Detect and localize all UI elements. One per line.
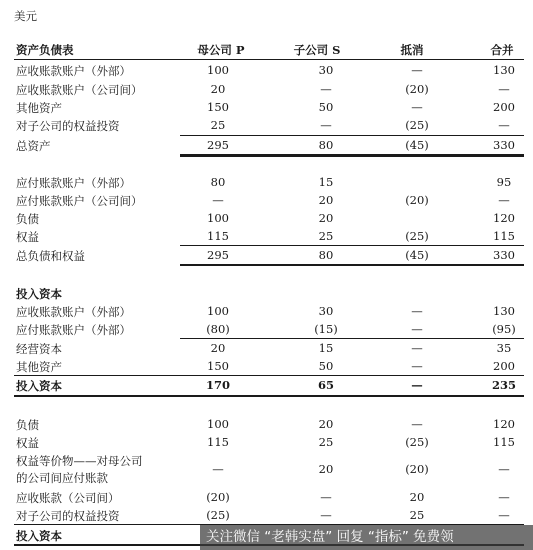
cell-parent: (20): [206, 490, 230, 504]
subtotal-rule: [14, 375, 524, 376]
table-row: [0, 100, 533, 116]
row-label: 权益: [16, 230, 39, 244]
cell-subsidiary: 20: [318, 462, 334, 476]
cell-parent: 295: [207, 248, 229, 262]
table-row: [0, 435, 533, 451]
cell-consolidated: (95): [492, 322, 516, 336]
table-row-total-assets: [0, 138, 533, 154]
cell-parent: 150: [207, 100, 229, 114]
header-parent: 母公司 P: [197, 43, 245, 57]
cell-consolidated: 115: [493, 229, 515, 243]
row-label: 应收账款（公司间）: [16, 491, 120, 505]
total-rule: [14, 395, 524, 397]
cell-subsidiary: —: [320, 82, 332, 96]
row-label: 应付账款账户（外部）: [16, 176, 131, 190]
cell-consolidated: —: [498, 508, 510, 522]
row-label: 负债: [16, 418, 39, 432]
cell-elimination: (25): [405, 229, 429, 243]
currency-unit: 美元: [14, 9, 37, 23]
cell-parent: 115: [207, 435, 229, 449]
cell-elimination: —: [411, 304, 423, 318]
header-subsidiary: 子公司 S: [293, 43, 341, 57]
cell-consolidated: —: [498, 193, 510, 207]
row-label: 其他资产: [16, 360, 62, 374]
cell-parent: 295: [207, 138, 229, 152]
table-row: [0, 118, 533, 134]
cell-parent: 20: [210, 82, 226, 96]
table-row: [0, 304, 533, 320]
subtotal-rule: [180, 135, 524, 136]
table-row: [0, 417, 533, 433]
row-label: 的公司间应付账款: [16, 471, 108, 485]
cell-parent: 100: [207, 417, 229, 431]
row-label: 投入资本: [16, 529, 62, 543]
row-label: 应收账款账户（外部）: [16, 64, 131, 78]
row-label: 总资产: [16, 139, 51, 153]
header-elimination: 抵消: [400, 43, 424, 57]
row-label: 投入资本: [16, 379, 62, 393]
cell-elimination: —: [411, 322, 423, 336]
subtotal-rule: [180, 338, 524, 339]
cell-elimination: —: [411, 417, 423, 431]
table-row: [0, 211, 533, 227]
cell-consolidated: 130: [493, 304, 515, 318]
cell-consolidated: 330: [493, 248, 515, 262]
table-row-line1: [0, 453, 533, 469]
row-label: 应收账款账户（公司间）: [16, 83, 143, 97]
table-row-invested-capital-total: [0, 378, 533, 394]
cell-consolidated: 35: [496, 341, 512, 355]
cell-consolidated: —: [498, 490, 510, 504]
row-label: 对子公司的权益投资: [16, 119, 120, 133]
cell-subsidiary: 65: [317, 378, 334, 392]
table-row: [0, 508, 533, 524]
cell-subsidiary: —: [320, 118, 332, 132]
table-row: [0, 229, 533, 245]
cell-elimination: (45): [405, 248, 429, 262]
cell-elimination: —: [411, 100, 423, 114]
total-rule: [180, 264, 524, 266]
cell-parent: 25: [210, 118, 226, 132]
header-rule: [14, 59, 524, 60]
subtotal-rule: [180, 245, 524, 246]
table-row-total-liabilities-equity: [0, 248, 533, 264]
cell-consolidated: 120: [493, 417, 515, 431]
header-balance-sheet: 资产负债表: [16, 43, 74, 57]
cell-parent: 100: [207, 211, 229, 225]
cell-elimination: (45): [405, 138, 429, 152]
table-row: [0, 175, 533, 191]
row-label: 权益: [16, 436, 39, 450]
cell-subsidiary: —: [320, 490, 332, 504]
cell-subsidiary: 25: [318, 229, 334, 243]
cell-consolidated: 130: [493, 63, 515, 77]
row-label: 应收账款账户（外部）: [16, 305, 131, 319]
table-row: [0, 359, 533, 375]
header-consolidated: 合并: [490, 43, 514, 57]
cell-elimination: (20): [405, 82, 429, 96]
cell-subsidiary: 25: [318, 435, 334, 449]
cell-subsidiary: 50: [318, 359, 334, 373]
cell-consolidated: —: [498, 118, 510, 132]
cell-subsidiary: 20: [318, 193, 334, 207]
cell-subsidiary: 20: [318, 211, 334, 225]
table-row: [0, 341, 533, 357]
row-label: 应付账款账户（公司间）: [16, 194, 143, 208]
row-label: 应付账款账户（外部）: [16, 323, 131, 337]
cell-elimination: (20): [405, 193, 429, 207]
cell-consolidated: 200: [493, 100, 515, 114]
table-row: [0, 490, 533, 506]
table-header: [0, 42, 533, 58]
cell-elimination: (20): [405, 462, 429, 476]
cell-consolidated: 115: [493, 435, 515, 449]
row-label: 权益等价物——对母公司: [16, 454, 143, 468]
table-row-line2: [0, 462, 533, 486]
cell-consolidated: —: [498, 82, 510, 96]
cell-consolidated: 95: [496, 175, 512, 189]
cell-parent: 20: [210, 341, 226, 355]
cell-parent: 80: [210, 175, 226, 189]
cell-subsidiary: —: [320, 508, 332, 522]
row-label: 其他资产: [16, 101, 62, 115]
section-heading-invested-capital: [0, 286, 533, 302]
cell-elimination: —: [411, 378, 423, 392]
cell-consolidated: 235: [491, 378, 516, 392]
cell-subsidiary: 80: [318, 248, 334, 262]
cell-parent: —: [212, 193, 224, 207]
cell-parent: 150: [207, 359, 229, 373]
cell-elimination: (25): [405, 118, 429, 132]
cell-subsidiary: 15: [318, 341, 334, 355]
row-label: 总负债和权益: [16, 249, 85, 263]
cell-consolidated: 330: [493, 138, 515, 152]
cell-subsidiary: 30: [318, 304, 334, 318]
cell-subsidiary: 30: [318, 63, 334, 77]
cell-subsidiary: 20: [318, 417, 334, 431]
cell-elimination: —: [411, 359, 423, 373]
table-row: [0, 82, 533, 98]
table-row: [0, 63, 533, 79]
cell-parent: (25): [206, 508, 230, 522]
cell-subsidiary: (15): [314, 322, 338, 336]
table-row: [0, 193, 533, 209]
row-label: 投入资本: [16, 287, 62, 301]
cell-subsidiary: 80: [318, 138, 334, 152]
total-rule: [180, 154, 524, 157]
cell-elimination: (25): [405, 435, 429, 449]
row-label: 对子公司的权益投资: [16, 509, 120, 523]
cell-parent: (80): [206, 322, 230, 336]
cell-subsidiary: 15: [318, 175, 334, 189]
cell-elimination: 25: [409, 508, 425, 522]
cell-parent: 170: [205, 378, 230, 392]
row-label: 经营资本: [16, 342, 62, 356]
row-label: 负债: [16, 212, 39, 226]
cell-consolidated: 200: [493, 359, 515, 373]
table-row: [0, 322, 533, 338]
cell-parent: 100: [207, 304, 229, 318]
cell-elimination: —: [411, 341, 423, 355]
cell-parent: —: [212, 462, 224, 476]
cell-consolidated: —: [498, 462, 510, 476]
cell-subsidiary: 50: [318, 100, 334, 114]
cell-elimination: 20: [409, 490, 425, 504]
cell-parent: 115: [207, 229, 229, 243]
cell-consolidated: 120: [493, 211, 515, 225]
watermark-banner: 关注微信 “老韩实盘” 回复 “指标” 免费领: [200, 525, 533, 550]
cell-elimination: —: [411, 63, 423, 77]
cell-parent: 100: [207, 63, 229, 77]
